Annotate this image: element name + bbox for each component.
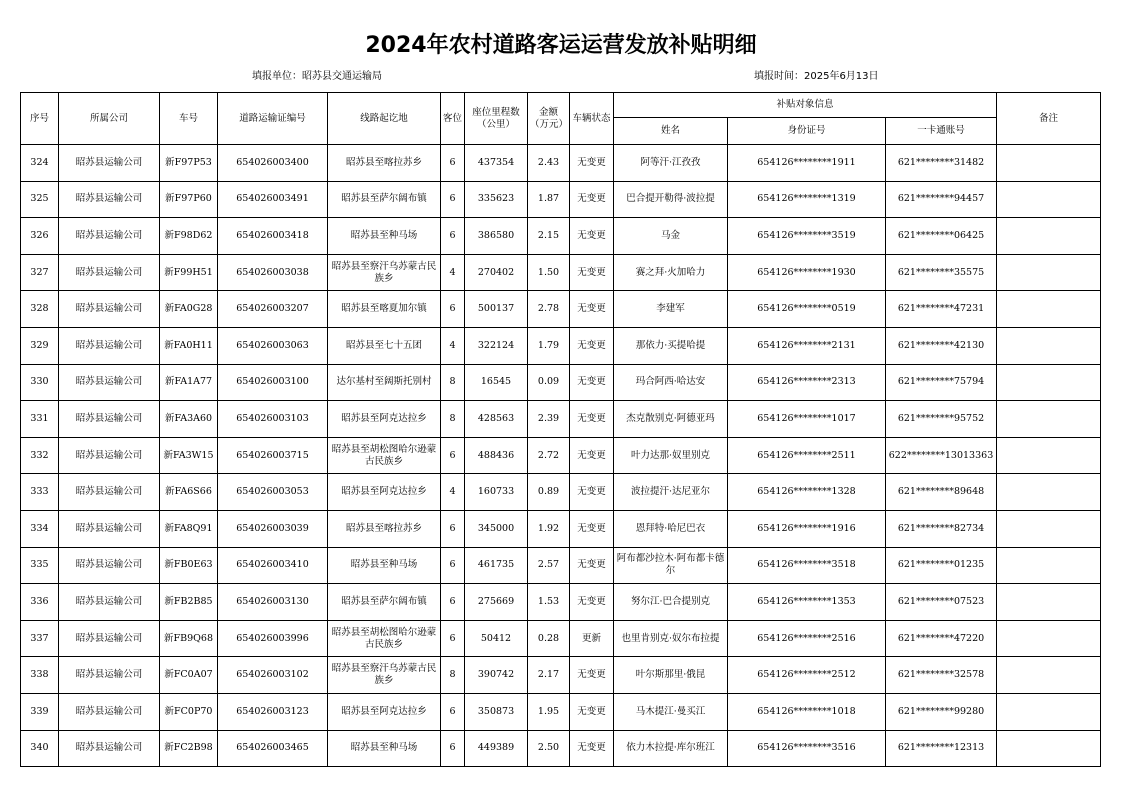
cell-name: 马木提江·曼买江 <box>614 693 728 730</box>
cell-route: 昭苏县至喀拉苏乡 <box>328 145 441 182</box>
cell-company: 昭苏县运输公司 <box>59 437 160 474</box>
cell-seq: 333 <box>21 474 59 511</box>
cell-mileage: 322124 <box>465 327 528 364</box>
cell-mileage: 449389 <box>465 730 528 767</box>
cell-card: 621********07523 <box>886 584 997 621</box>
cell-name: 阿布都沙拉木·阿布都卡德尔 <box>614 547 728 584</box>
cell-company: 昭苏县运输公司 <box>59 657 160 694</box>
cell-seq: 328 <box>21 291 59 328</box>
header-seq: 序号 <box>21 93 59 145</box>
cell-route: 昭苏县至阿克达拉乡 <box>328 401 441 438</box>
cell-seq: 338 <box>21 657 59 694</box>
cell-remark <box>997 145 1101 182</box>
cell-permit: 654026003418 <box>218 218 328 255</box>
table-row <box>21 510 1101 547</box>
cell-seats: 6 <box>441 145 465 182</box>
cell-status: 无变更 <box>570 730 614 767</box>
header-status: 车辆状态 <box>570 93 614 145</box>
cell-seats: 6 <box>441 693 465 730</box>
table-row <box>21 693 1101 730</box>
cell-route: 昭苏县至察汗乌苏蒙古民族乡 <box>328 657 441 694</box>
cell-card: 621********95752 <box>886 401 997 438</box>
cell-status: 无变更 <box>570 657 614 694</box>
cell-remark <box>997 327 1101 364</box>
cell-name: 恩拜特·哈尼巴衣 <box>614 510 728 547</box>
table-row <box>21 254 1101 291</box>
header-mileage: 座位里程数（公里） <box>465 93 528 145</box>
cell-remark <box>997 730 1101 767</box>
cell-name: 依力木拉提·库尔班江 <box>614 730 728 767</box>
cell-name: 巴合提开勒得·波拉提 <box>614 181 728 218</box>
cell-seats: 6 <box>441 510 465 547</box>
table-header <box>21 93 1101 145</box>
cell-remark <box>997 547 1101 584</box>
cell-amount: 1.92 <box>528 510 570 547</box>
cell-plate: 新FB2B85 <box>160 584 218 621</box>
cell-name: 叶力达那·奴里别克 <box>614 437 728 474</box>
cell-plate: 新FC2B98 <box>160 730 218 767</box>
table-row <box>21 547 1101 584</box>
cell-remark <box>997 657 1101 694</box>
table-row <box>21 474 1101 511</box>
cell-permit: 654026003996 <box>218 620 328 657</box>
cell-status: 无变更 <box>570 291 614 328</box>
table-row <box>21 657 1101 694</box>
cell-amount: 2.17 <box>528 657 570 694</box>
cell-plate: 新FC0P70 <box>160 693 218 730</box>
table-row <box>21 401 1101 438</box>
cell-company: 昭苏县运输公司 <box>59 181 160 218</box>
cell-id: 654126********1911 <box>728 145 886 182</box>
cell-company: 昭苏县运输公司 <box>59 291 160 328</box>
cell-status: 无变更 <box>570 327 614 364</box>
cell-amount: 2.72 <box>528 437 570 474</box>
page-title: 2024年农村道路客运运营发放补贴明细 <box>365 33 757 58</box>
cell-remark <box>997 364 1101 401</box>
cell-seq: 340 <box>21 730 59 767</box>
cell-seq: 336 <box>21 584 59 621</box>
cell-plate: 新FA3A60 <box>160 401 218 438</box>
cell-route: 昭苏县至胡松图哈尔逊蒙古民族乡 <box>328 437 441 474</box>
cell-mileage: 275669 <box>465 584 528 621</box>
subsidy-table <box>20 92 1101 767</box>
cell-amount: 0.89 <box>528 474 570 511</box>
cell-mileage: 335623 <box>465 181 528 218</box>
cell-amount: 2.39 <box>528 401 570 438</box>
header-route: 线路起讫地 <box>328 93 441 145</box>
reporting-date <box>754 67 879 82</box>
cell-plate: 新FA0G28 <box>160 291 218 328</box>
cell-name: 也里肯别克·奴尔布拉提 <box>614 620 728 657</box>
cell-company: 昭苏县运输公司 <box>59 145 160 182</box>
cell-company: 昭苏县运输公司 <box>59 510 160 547</box>
cell-status: 无变更 <box>570 693 614 730</box>
cell-remark <box>997 510 1101 547</box>
cell-amount: 0.28 <box>528 620 570 657</box>
cell-route: 昭苏县至喀拉苏乡 <box>328 510 441 547</box>
cell-seq: 330 <box>21 364 59 401</box>
cell-card: 621********47220 <box>886 620 997 657</box>
cell-seats: 4 <box>441 254 465 291</box>
cell-remark <box>997 218 1101 255</box>
cell-id: 654126********1353 <box>728 584 886 621</box>
cell-id: 654126********3516 <box>728 730 886 767</box>
cell-seq: 327 <box>21 254 59 291</box>
cell-plate: 新FA8Q91 <box>160 510 218 547</box>
cell-plate: 新F97P60 <box>160 181 218 218</box>
cell-mileage: 437354 <box>465 145 528 182</box>
cell-status: 无变更 <box>570 181 614 218</box>
cell-id: 654126********2516 <box>728 620 886 657</box>
cell-remark <box>997 401 1101 438</box>
cell-amount: 0.09 <box>528 364 570 401</box>
cell-permit: 654026003053 <box>218 474 328 511</box>
reporting-unit-label: 填报单位： <box>252 71 302 82</box>
table-row <box>21 620 1101 657</box>
cell-mileage: 428563 <box>465 401 528 438</box>
cell-route: 昭苏县至种马场 <box>328 730 441 767</box>
cell-seats: 6 <box>441 620 465 657</box>
cell-id: 654126********3518 <box>728 547 886 584</box>
cell-amount: 1.87 <box>528 181 570 218</box>
cell-card: 621********99280 <box>886 693 997 730</box>
reporting-date-label: 填报时间： <box>754 71 804 82</box>
cell-seq: 326 <box>21 218 59 255</box>
cell-seats: 6 <box>441 730 465 767</box>
table-row <box>21 584 1101 621</box>
header-card: 一卡通账号 <box>886 118 997 145</box>
cell-mileage: 160733 <box>465 474 528 511</box>
cell-amount: 2.50 <box>528 730 570 767</box>
reporting-date-value: 2025年6月13日 <box>804 71 879 82</box>
cell-route: 达尔基村至阔斯托别村 <box>328 364 441 401</box>
cell-permit: 654026003102 <box>218 657 328 694</box>
cell-id: 654126********2512 <box>728 657 886 694</box>
cell-amount: 2.43 <box>528 145 570 182</box>
cell-company: 昭苏县运输公司 <box>59 254 160 291</box>
cell-id: 654126********0519 <box>728 291 886 328</box>
cell-seats: 8 <box>441 364 465 401</box>
cell-plate: 新FA0H11 <box>160 327 218 364</box>
table-row <box>21 218 1101 255</box>
cell-plate: 新FB0E63 <box>160 547 218 584</box>
cell-amount: 2.57 <box>528 547 570 584</box>
header-remark: 备注 <box>997 93 1101 145</box>
cell-route: 昭苏县至种马场 <box>328 218 441 255</box>
cell-card: 621********75794 <box>886 364 997 401</box>
cell-id: 654126********1916 <box>728 510 886 547</box>
cell-id: 654126********2131 <box>728 327 886 364</box>
cell-id: 654126********1319 <box>728 181 886 218</box>
cell-id: 654126********1328 <box>728 474 886 511</box>
table-body <box>21 145 1101 767</box>
cell-company: 昭苏县运输公司 <box>59 218 160 255</box>
cell-status: 无变更 <box>570 437 614 474</box>
cell-id: 654126********2511 <box>728 437 886 474</box>
cell-permit: 654026003130 <box>218 584 328 621</box>
cell-seq: 325 <box>21 181 59 218</box>
cell-seq: 329 <box>21 327 59 364</box>
cell-seats: 8 <box>441 401 465 438</box>
cell-plate: 新FB9Q68 <box>160 620 218 657</box>
header-name: 姓名 <box>614 118 728 145</box>
cell-permit: 654026003038 <box>218 254 328 291</box>
cell-status: 无变更 <box>570 218 614 255</box>
cell-status: 更新 <box>570 620 614 657</box>
cell-company: 昭苏县运输公司 <box>59 474 160 511</box>
cell-name: 赛之拜·火加哈力 <box>614 254 728 291</box>
cell-seats: 8 <box>441 657 465 694</box>
cell-card: 622********13013363 <box>886 437 997 474</box>
cell-plate: 新F98D62 <box>160 218 218 255</box>
cell-seats: 6 <box>441 584 465 621</box>
cell-seats: 6 <box>441 181 465 218</box>
cell-status: 无变更 <box>570 510 614 547</box>
cell-mileage: 345000 <box>465 510 528 547</box>
cell-mileage: 50412 <box>465 620 528 657</box>
cell-route: 昭苏县至胡松图哈尔逊蒙古民族乡 <box>328 620 441 657</box>
cell-id: 654126********1018 <box>728 693 886 730</box>
cell-company: 昭苏县运输公司 <box>59 730 160 767</box>
cell-route: 昭苏县至察汗乌苏蒙古民族乡 <box>328 254 441 291</box>
cell-name: 阿等汗·江孜孜 <box>614 145 728 182</box>
cell-seq: 339 <box>21 693 59 730</box>
cell-mileage: 390742 <box>465 657 528 694</box>
cell-name: 玛合阿西·哈达安 <box>614 364 728 401</box>
cell-seq: 337 <box>21 620 59 657</box>
table-row <box>21 730 1101 767</box>
cell-permit: 654026003063 <box>218 327 328 364</box>
cell-id: 654126********3519 <box>728 218 886 255</box>
cell-card: 621********31482 <box>886 145 997 182</box>
header-permit: 道路运输证编号 <box>218 93 328 145</box>
cell-company: 昭苏县运输公司 <box>59 327 160 364</box>
cell-route: 昭苏县至七十五团 <box>328 327 441 364</box>
cell-card: 621********94457 <box>886 181 997 218</box>
cell-route: 昭苏县至阿克达拉乡 <box>328 693 441 730</box>
cell-remark <box>997 474 1101 511</box>
cell-seq: 332 <box>21 437 59 474</box>
table-row <box>21 145 1101 182</box>
cell-card: 621********01235 <box>886 547 997 584</box>
cell-route: 昭苏县至萨尔阔布镇 <box>328 584 441 621</box>
cell-card: 621********06425 <box>886 218 997 255</box>
cell-seq: 331 <box>21 401 59 438</box>
cell-name: 马金 <box>614 218 728 255</box>
header-amount: 金额（万元） <box>528 93 570 145</box>
cell-status: 无变更 <box>570 474 614 511</box>
cell-company: 昭苏县运输公司 <box>59 364 160 401</box>
cell-seq: 324 <box>21 145 59 182</box>
cell-route: 昭苏县至阿克达拉乡 <box>328 474 441 511</box>
cell-mileage: 500137 <box>465 291 528 328</box>
cell-mileage: 16545 <box>465 364 528 401</box>
cell-company: 昭苏县运输公司 <box>59 620 160 657</box>
cell-remark <box>997 291 1101 328</box>
cell-name: 杰克散别克·阿德亚玛 <box>614 401 728 438</box>
cell-name: 波拉提汗·达尼亚尔 <box>614 474 728 511</box>
header-plate: 车号 <box>160 93 218 145</box>
cell-seats: 6 <box>441 218 465 255</box>
cell-card: 621********82734 <box>886 510 997 547</box>
table-row <box>21 437 1101 474</box>
cell-remark <box>997 437 1101 474</box>
header-company: 所属公司 <box>59 93 160 145</box>
cell-amount: 1.79 <box>528 327 570 364</box>
cell-status: 无变更 <box>570 401 614 438</box>
cell-amount: 1.50 <box>528 254 570 291</box>
cell-id: 654126********1930 <box>728 254 886 291</box>
cell-plate: 新F99H51 <box>160 254 218 291</box>
table-row <box>21 327 1101 364</box>
cell-seats: 6 <box>441 547 465 584</box>
cell-seats: 4 <box>441 474 465 511</box>
cell-route: 昭苏县至种马场 <box>328 547 441 584</box>
cell-card: 621********47231 <box>886 291 997 328</box>
cell-name: 叶尔斯那里·俄昆 <box>614 657 728 694</box>
cell-status: 无变更 <box>570 584 614 621</box>
cell-card: 621********35575 <box>886 254 997 291</box>
cell-plate: 新F97P53 <box>160 145 218 182</box>
cell-route: 昭苏县至萨尔阔布镇 <box>328 181 441 218</box>
cell-card: 621********32578 <box>886 657 997 694</box>
cell-seq: 334 <box>21 510 59 547</box>
cell-status: 无变更 <box>570 547 614 584</box>
reporting-unit-value: 昭苏县交通运输局 <box>302 71 382 82</box>
cell-remark <box>997 181 1101 218</box>
cell-id: 654126********1017 <box>728 401 886 438</box>
cell-plate: 新FC0A07 <box>160 657 218 694</box>
cell-permit: 654026003465 <box>218 730 328 767</box>
cell-seats: 6 <box>441 291 465 328</box>
header-seats: 客位 <box>441 93 465 145</box>
cell-amount: 2.78 <box>528 291 570 328</box>
cell-status: 无变更 <box>570 145 614 182</box>
cell-company: 昭苏县运输公司 <box>59 584 160 621</box>
cell-card: 621********89648 <box>886 474 997 511</box>
cell-permit: 654026003123 <box>218 693 328 730</box>
cell-status: 无变更 <box>570 254 614 291</box>
cell-name: 李建军 <box>614 291 728 328</box>
cell-plate: 新FA1A77 <box>160 364 218 401</box>
cell-amount: 2.15 <box>528 218 570 255</box>
table-row <box>21 181 1101 218</box>
cell-permit: 654026003491 <box>218 181 328 218</box>
cell-company: 昭苏县运输公司 <box>59 547 160 584</box>
cell-card: 621********42130 <box>886 327 997 364</box>
cell-status: 无变更 <box>570 364 614 401</box>
header-id: 身份证号 <box>728 118 886 145</box>
cell-mileage: 270402 <box>465 254 528 291</box>
cell-name: 那依力·买提哈提 <box>614 327 728 364</box>
table-row <box>21 364 1101 401</box>
cell-mileage: 461735 <box>465 547 528 584</box>
cell-id: 654126********2313 <box>728 364 886 401</box>
cell-mileage: 488436 <box>465 437 528 474</box>
cell-permit: 654026003100 <box>218 364 328 401</box>
cell-company: 昭苏县运输公司 <box>59 401 160 438</box>
reporting-unit <box>252 67 382 82</box>
cell-permit: 654026003103 <box>218 401 328 438</box>
cell-seq: 335 <box>21 547 59 584</box>
cell-plate: 新FA3W15 <box>160 437 218 474</box>
cell-card: 621********12313 <box>886 730 997 767</box>
cell-route: 昭苏县至喀夏加尔镇 <box>328 291 441 328</box>
cell-seats: 4 <box>441 327 465 364</box>
header-subsidy-group: 补贴对象信息 <box>614 93 997 118</box>
cell-permit: 654026003715 <box>218 437 328 474</box>
table-row <box>21 291 1101 328</box>
cell-remark <box>997 620 1101 657</box>
cell-remark <box>997 693 1101 730</box>
cell-permit: 654026003400 <box>218 145 328 182</box>
cell-name: 努尔江·巴合提别克 <box>614 584 728 621</box>
cell-remark <box>997 584 1101 621</box>
cell-seats: 6 <box>441 437 465 474</box>
cell-permit: 654026003207 <box>218 291 328 328</box>
cell-permit: 654026003410 <box>218 547 328 584</box>
cell-amount: 1.95 <box>528 693 570 730</box>
cell-mileage: 386580 <box>465 218 528 255</box>
cell-mileage: 350873 <box>465 693 528 730</box>
cell-amount: 1.53 <box>528 584 570 621</box>
cell-remark <box>997 254 1101 291</box>
cell-plate: 新FA6S66 <box>160 474 218 511</box>
cell-company: 昭苏县运输公司 <box>59 693 160 730</box>
cell-permit: 654026003039 <box>218 510 328 547</box>
